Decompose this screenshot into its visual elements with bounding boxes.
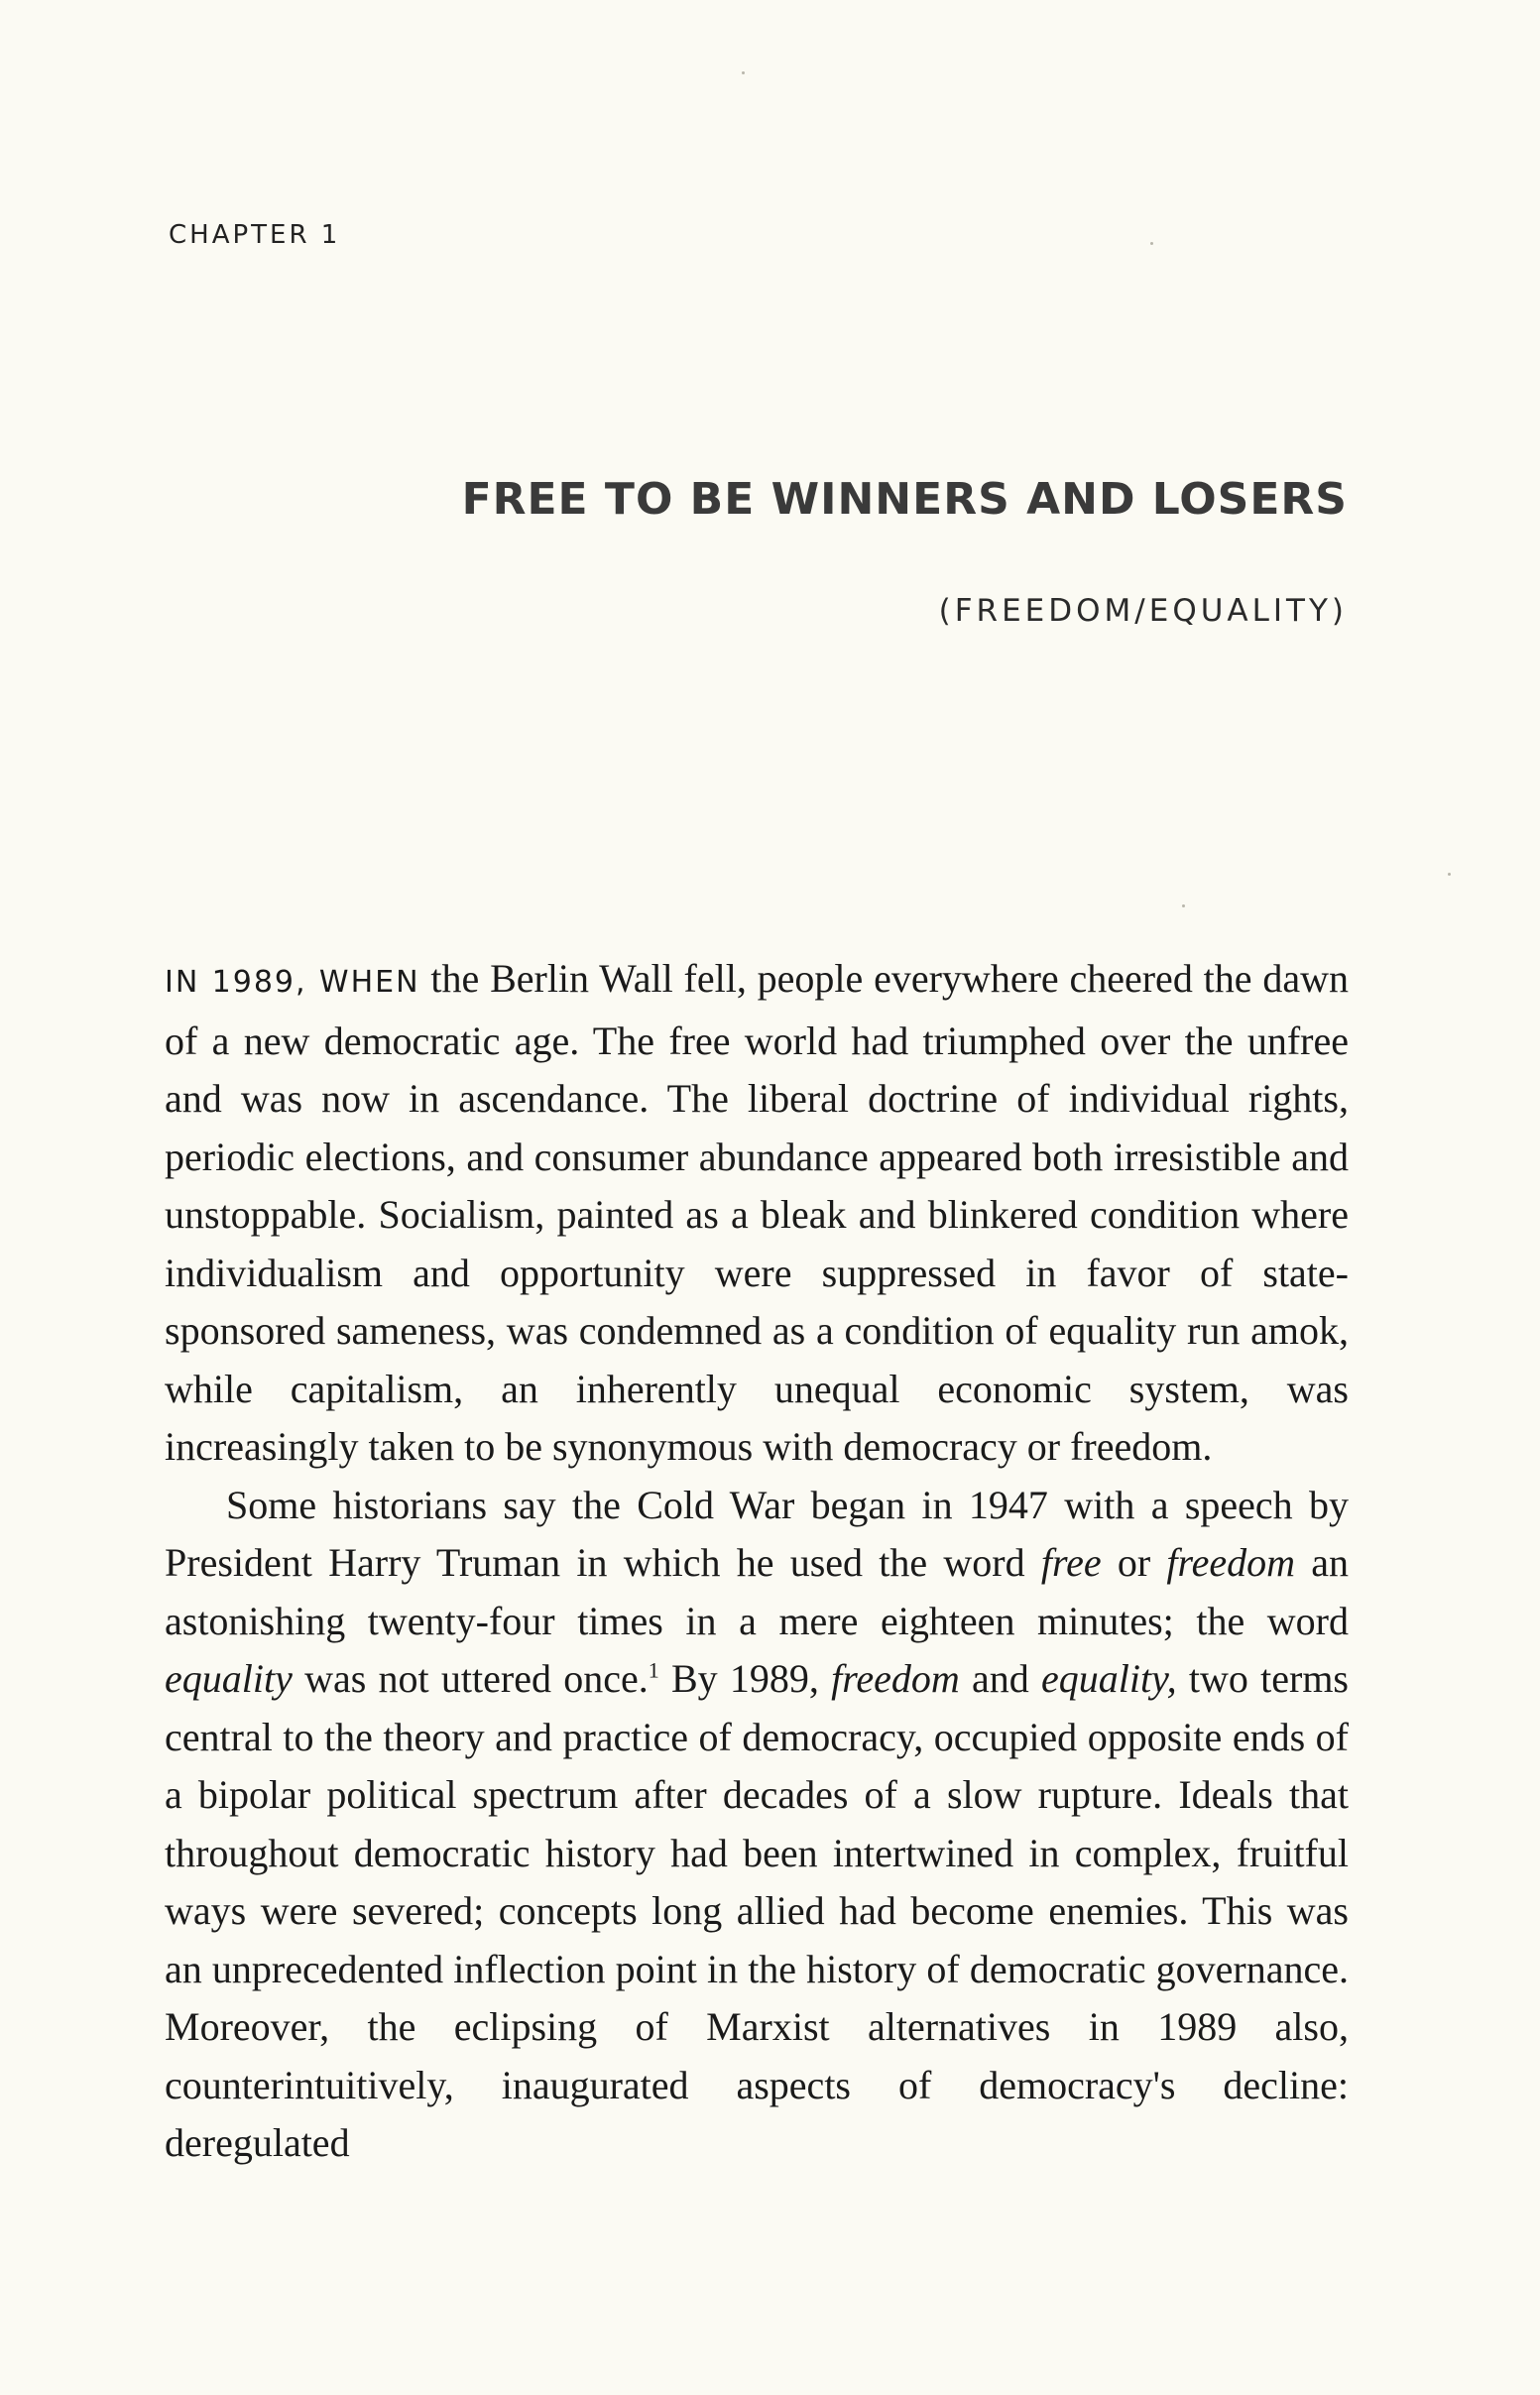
footnote-marker[interactable]: 1 [648,1657,659,1683]
paragraph-2-text: two terms central to the theory and practice of democracy, occupied opposite ends of a bipolar political spectrum after decades of a slow rupture. Ideals that throughout democratic history had been intertwined in complex, fruitful ways were severed; concepts long allied had become enemies. This was an unprecedented inflection point in the history of democratic governance. Moreover, the eclipsing of Marxist alternatives in 1989 also, counterintuitively, inaugurated aspects of democracy's decline: deregulated [165,1656,1349,2165]
paragraph-1 [165,950,1349,1477]
emphasis-freedom: freedom [1166,1540,1295,1585]
lead-in-small-caps: IN 1989, WHEN [165,965,420,1000]
paper-speck [1150,242,1153,245]
paper-speck [1182,904,1185,907]
paragraph-2-text: or [1101,1540,1167,1585]
paragraph-2-text: Some historians say the Cold War began in 1947 with a speech by President Harry Truman in which he used the word [165,1482,1349,1585]
chapter-subtitle: (FREEDOM/EQUALITY) [938,593,1348,629]
paragraph-2 [165,1477,1349,2173]
emphasis-free: free [1040,1540,1102,1585]
paper-speck [1448,873,1451,876]
paragraph-2-text: and [959,1656,1041,1701]
emphasis-equality: equality, [1041,1656,1177,1701]
emphasis-freedom: freedom [831,1656,960,1701]
paragraph-2-text: an astonishing twenty-four times in a mere eighteen minutes; the word [165,1540,1349,1643]
paragraph-1-text: the Berlin Wall fell, people everywhere cheered the dawn of a new democratic age. The free world had triumphed over the unfree and was now in ascendance. The liberal doctrine of individual rights, periodic elections, and consumer abundance appeared both irresistible and unstoppable. Socialism, painted as a bleak and blinkered condition where individualism and opportunity were suppressed in favor of state-sponsored sameness, was condemned as a condition of equality run amok, while capitalism, an inherently unequal economic system, was increasingly taken to be synonymous with democracy or freedom. [165,956,1349,1469]
paragraph-2-text: was not uttered once. [292,1656,649,1701]
emphasis-equality: equality [165,1656,293,1701]
chapter-label: CHAPTER 1 [169,220,341,250]
paragraph-2-text: By 1989, [658,1656,832,1701]
paper-speck [742,71,745,74]
body-text [165,950,1349,2173]
chapter-title: FREE TO BE WINNERS AND LOSERS [461,474,1348,525]
